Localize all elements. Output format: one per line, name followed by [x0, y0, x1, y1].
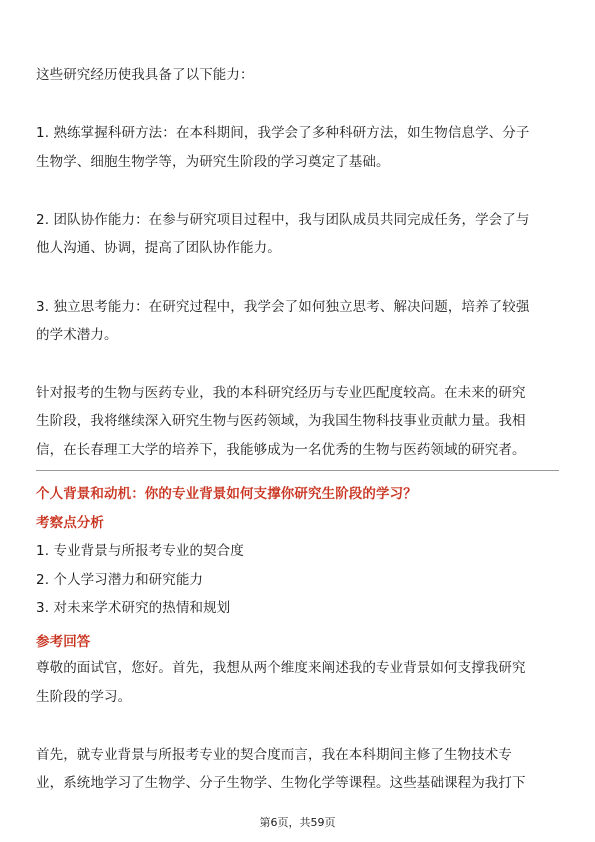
conclusion-line-2: 生阶段，我将继续深入研究生物与医药领域，为我国生物科技事业贡献力量。我相	[36, 413, 526, 429]
ability-3-line-2: 的学术潜力。	[36, 327, 118, 343]
answer-p1-line-2: 生阶段的学习。	[36, 689, 132, 705]
answer-p2-line-1: 首先，就专业背景与所报考专业的契合度而言，我在本科期间主修了生物技术专	[36, 747, 512, 763]
answer-heading: 参考回答	[36, 634, 91, 650]
ability-2-line-2: 他人沟通、协调，提高了团队协作能力。	[36, 240, 281, 256]
analysis-item-2: 2. 个人学习潜力和研究能力	[36, 572, 204, 588]
analysis-item-1: 1. 专业背景与所报考专业的契合度	[36, 543, 244, 559]
question-heading: 个人背景和动机：你的专业背景如何支撑你研究生阶段的学习？	[36, 486, 417, 502]
page-number: 第6页，共59页	[259, 816, 336, 829]
paragraph-intro-line-1: 这些研究经历使我具备了以下能力：	[36, 67, 254, 83]
conclusion-line-3: 信，在长春理工大学的培养下，我能够成为一名优秀的生物与医药领域的研究者。	[36, 442, 526, 458]
ability-2-line-1: 2. 团队协作能力：在参与研究项目过程中，我与团队成员共同完成任务，学会了与	[36, 212, 530, 228]
answer-p2-line-2: 业，系统地学习了生物学、分子生物学、生物化学等课程。这些基础课程为我打下	[36, 775, 526, 791]
ability-1-line-2: 生物学、细胞生物学等，为研究生阶段的学习奠定了基础。	[36, 154, 390, 170]
ability-1-line-1: 1. 熟练掌握科研方法：在本科期间，我学会了多种科研方法，如生物信息学、分子	[36, 125, 530, 141]
analysis-item-3: 3. 对未来学术研究的热情和规划	[36, 600, 231, 616]
analysis-heading: 考察点分析	[36, 515, 104, 531]
answer-p1-line-1: 尊敬的面试官，您好。首先，我想从两个维度来阐述我的专业背景如何支撑我研究	[36, 660, 526, 676]
conclusion-line-1: 针对报考的生物与医药专业，我的本科研究经历与专业匹配度较高。在未来的研究	[36, 385, 526, 401]
section-divider	[36, 470, 559, 471]
ability-3-line-1: 3. 独立思考能力：在研究过程中，我学会了如何独立思考、解决问题，培养了较强	[36, 299, 530, 315]
